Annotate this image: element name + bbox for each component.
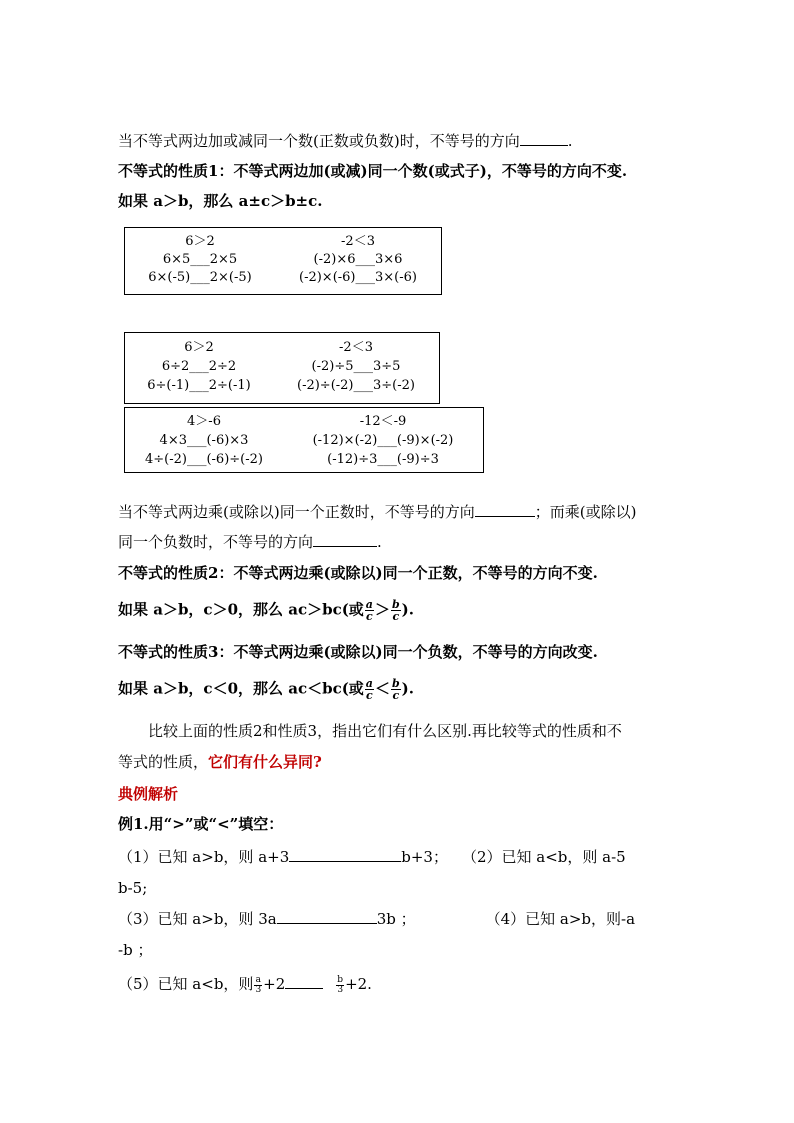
example-box-2 (124, 332, 440, 404)
conclusion-line-2 (118, 532, 382, 552)
fraction (391, 678, 401, 701)
operator: ＜ (374, 679, 390, 698)
box-cell: 6×5___2×5 (162, 252, 238, 267)
compare-text: 等式的性质， (118, 753, 209, 771)
example-box-1 (124, 227, 442, 295)
answer-blank[interactable] (277, 909, 377, 924)
numerator: a (255, 974, 261, 985)
box-cell: (-2)×6___3×6 (313, 252, 403, 267)
property1-statement: 不等式的性质1：不等式两边加(或减)同一个数(或式子)，不等号的方向不变. (118, 162, 628, 180)
operator: ＞ (374, 600, 390, 619)
question-text: +2. (345, 975, 372, 993)
box-cell: -2＜3 (339, 340, 373, 355)
intro-line (118, 131, 573, 151)
box-cell: 4＞-6 (187, 414, 221, 429)
property3-formula (118, 678, 414, 701)
numerator: b (391, 677, 400, 690)
question-text: （2）已知 a<b，则 a-5 (461, 848, 626, 866)
question-text: （3）已知 a>b，则 3a (118, 910, 277, 928)
box-cell: 6×(-5)___2×(-5) (148, 270, 252, 285)
section-heading: 典例解析 (118, 785, 179, 803)
formula-text: 如果 a＞b，c＜0，那么 ac＜bc(或 (118, 679, 364, 698)
answer-blank[interactable] (313, 532, 377, 547)
example-q4-cont: -b ； (118, 941, 153, 959)
compare-highlight: 它们有什么异同? (208, 753, 322, 771)
punct: . (377, 533, 382, 551)
compare-line-2 (118, 752, 322, 772)
question-text: （4）已知 a>b，则-a (485, 910, 636, 928)
conclusion-line-1 (118, 502, 636, 522)
box-cell: (-2)÷(-2)___3÷(-2) (297, 378, 415, 393)
punct: . (567, 132, 573, 150)
numerator: a (365, 677, 373, 690)
numerator: b (391, 598, 400, 611)
question-text: 3b ； (376, 910, 416, 928)
box-cell: -2＜3 (341, 234, 375, 249)
example-q5 (118, 974, 372, 995)
question-text: （1）已知 a>b，则 a+3 (118, 848, 290, 866)
compare-line-1: 比较上面的性质2和性质3，指出它们有什么区别.再比较等式的性质和不 (148, 722, 622, 740)
formula-text: ). (401, 600, 414, 619)
question-text: +2 (263, 975, 286, 993)
formula-text: 如果 a＞b，c＞0，那么 ac＞bc(或 (118, 600, 364, 619)
fraction (365, 599, 374, 622)
property2-statement: 不等式的性质2：不等式两边乘(或除以)同一个正数，不等号的方向不变. (118, 564, 598, 582)
example-box-3 (124, 407, 484, 473)
example-q3-q4 (118, 909, 635, 929)
box-cell: 4÷(-2)___(-6)÷(-2) (145, 452, 263, 467)
fraction (365, 678, 374, 701)
box-cell: 6＞2 (185, 234, 215, 249)
box-cell: 6÷(-1)___2÷(-1) (147, 378, 251, 393)
box-cell: -12＜-9 (359, 414, 407, 429)
property1-formula: 如果 a＞b，那么 a±c＞b±c. (118, 192, 323, 210)
intro-text: 当不等式两边加或减同一个数(正数或负数)时，不等号的方向 (118, 132, 520, 150)
conclusion-text: 当不等式两边乘(或除以)同一个正数时，不等号的方向 (118, 503, 475, 521)
box-cell: 6÷2___2÷2 (161, 359, 237, 374)
numerator: b (337, 974, 344, 985)
example-title (118, 814, 283, 834)
answer-blank[interactable] (285, 974, 323, 989)
box-cell: (-2)÷5___3÷5 (311, 359, 401, 374)
denominator: c (392, 689, 400, 702)
fraction (254, 976, 262, 995)
answer-blank[interactable] (520, 131, 568, 146)
numerator: a (365, 598, 373, 611)
formula-text: ). (401, 679, 414, 698)
property3-statement: 不等式的性质3：不等式两边乘(或除以)同一个负数，不等号的方向改变. (118, 643, 598, 661)
denominator: 3 (337, 984, 344, 995)
denominator: c (366, 689, 373, 702)
fraction (391, 599, 401, 622)
fraction (336, 976, 344, 995)
question-text: （5）已知 a<b，则 (118, 975, 254, 993)
box-cell: (-2)×(-6)___3×(-6) (299, 270, 417, 285)
denominator: c (366, 610, 373, 623)
box-cell: 4×3___(-6)×3 (159, 433, 249, 448)
box-cell: (-12)×(-2)___(-9)×(-2) (312, 433, 454, 448)
example-title-text: 例1.用“>”或“<”填空： (118, 815, 284, 833)
denominator: c (392, 610, 400, 623)
box-cell: (-12)÷3___(-9)÷3 (327, 452, 439, 467)
example-q2-cont: b-5; (118, 879, 148, 897)
property2-formula (118, 599, 414, 622)
denominator: 3 (255, 984, 262, 995)
conclusion-text: 同一个负数时，不等号的方向 (118, 533, 314, 551)
example-q1-q2 (118, 847, 626, 867)
answer-blank[interactable] (475, 502, 535, 517)
answer-blank[interactable] (289, 847, 401, 862)
conclusion-text: ；而乘(或除以) (534, 503, 637, 521)
box-cell: 6＞2 (184, 340, 214, 355)
question-text: b+3； (401, 848, 448, 866)
